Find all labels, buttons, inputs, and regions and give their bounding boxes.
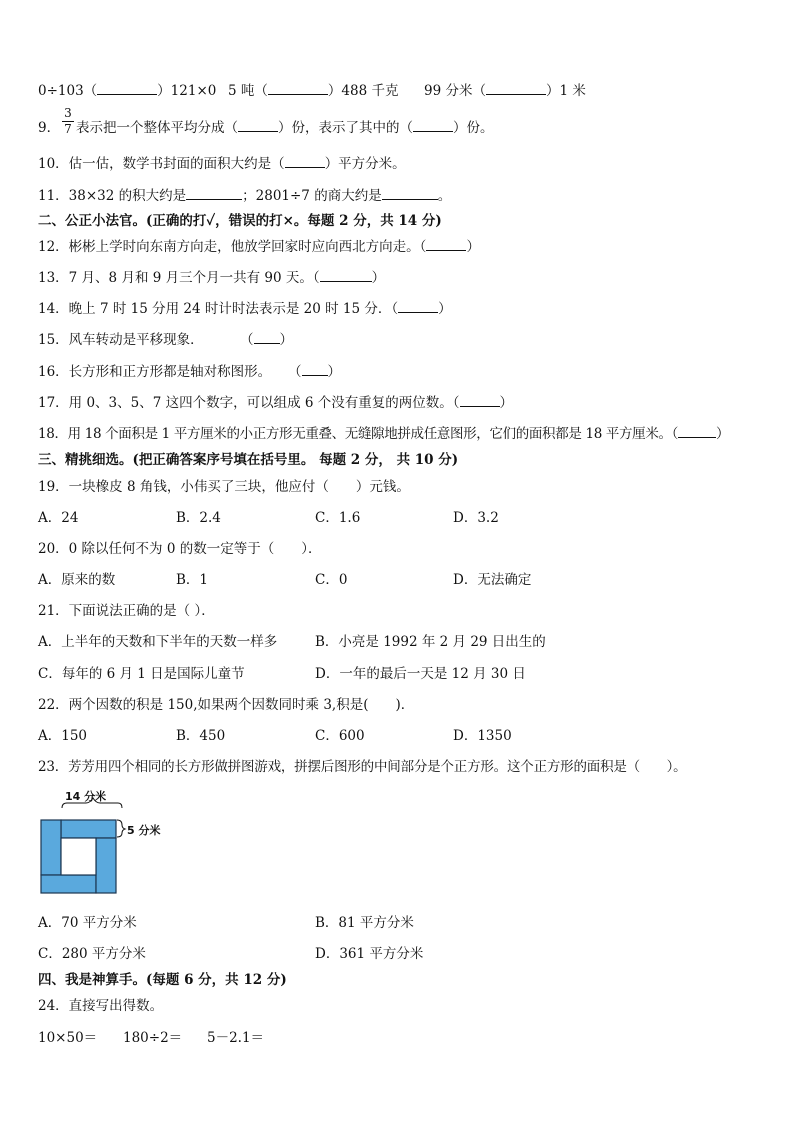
q15-text-c: ）	[279, 332, 293, 348]
q17-text-a: 17．用 0、3、5、7 这四个数字，可以组成 6 个没有重复的两位数。（	[38, 395, 460, 411]
q15-text-b: （	[240, 332, 254, 348]
option-c[interactable]: C．1.6	[315, 510, 361, 526]
option-c[interactable]: C．0	[315, 572, 348, 588]
q10-text-a: 10．估一估，数学书封面的面积大约是（	[38, 156, 285, 172]
option-b[interactable]: B．81 平方分米	[315, 915, 414, 931]
question-9	[38, 119, 60, 137]
answer-blank[interactable]	[678, 425, 716, 438]
question-16-bracket	[288, 363, 341, 381]
option-b[interactable]: B．小亮是 1992 年 2 月 29 日出生的	[315, 634, 546, 650]
option-c[interactable]: C．280 平方分米	[38, 946, 146, 962]
question-16	[38, 363, 271, 381]
rectangle-puzzle-figure	[38, 790, 178, 894]
answer-blank[interactable]	[460, 394, 500, 407]
q13-text-a: 13．7 月、8 月和 9 月三个月一共有 90 天。（	[38, 270, 320, 286]
option-a[interactable]: A．70 平方分米	[38, 915, 137, 931]
answer-blank[interactable]	[97, 82, 157, 95]
q16-text-c: ）	[327, 364, 341, 380]
q13-text-b: ）	[371, 270, 386, 286]
option-d[interactable]: D．一年的最后一天是 12 月 30 日	[315, 666, 526, 682]
answer-blank[interactable]	[426, 238, 466, 251]
section-2-title: 二、公正小法官。(正确的打✓，错误的打×。每题 2 分，共 14 分)	[38, 213, 442, 229]
option-b[interactable]: B．2.4	[176, 510, 221, 526]
option-d[interactable]: D．无法确定	[453, 572, 532, 588]
question-9-text	[76, 119, 494, 137]
answer-blank[interactable]	[486, 82, 546, 95]
question-15-bracket	[240, 331, 293, 349]
calc-item: 180÷2＝	[123, 1030, 183, 1046]
answer-blank[interactable]	[382, 187, 438, 200]
q11-text-a: 11．38×32 的积大约是	[38, 188, 187, 204]
option-d[interactable]: D．1350	[453, 728, 512, 744]
side-brace	[117, 820, 125, 837]
answer-blank[interactable]	[320, 269, 372, 282]
compare-c-left: 99 分米（	[424, 83, 486, 99]
answer-blank[interactable]	[285, 155, 325, 168]
q9-text-b: ）份，表示了其中的（	[278, 120, 413, 136]
fraction	[62, 107, 74, 136]
question-17	[38, 394, 513, 412]
question-14	[38, 300, 452, 318]
answer-blank[interactable]	[413, 119, 453, 132]
section-4-title: 四、我是神算手。(每题 6 分，共 12 分)	[38, 972, 287, 988]
top-length-label: 14 分米	[65, 790, 107, 803]
q9-text-a: 表示把一个整体平均分成（	[76, 120, 238, 136]
answer-blank[interactable]	[268, 82, 328, 95]
compare-b	[228, 82, 398, 100]
side-width-label: 5 分米	[127, 824, 161, 837]
rectangle-left	[41, 820, 61, 875]
compare-c	[424, 82, 586, 100]
q11-text-c: 。	[437, 188, 452, 204]
section-3-title: 三、精挑细选。(把正确答案序号填在括号里。 每题 2 分， 共 10 分)	[38, 452, 459, 468]
option-a[interactable]: A．24	[38, 510, 79, 526]
q18-text-b: ）	[716, 426, 730, 442]
q18-text-a: 18．用 18 个面积是 1 平方厘米的小正方形无重叠、无缝隙地拼成任意图形，它们的面积都是 18 平方厘米。（	[38, 426, 679, 442]
question-11	[38, 187, 451, 205]
option-a[interactable]: A．150	[38, 728, 88, 744]
calc-item: 5－2.1＝	[207, 1030, 265, 1046]
compare-c-right: ）1 米	[545, 83, 586, 99]
question-21-stem: 21．下面说法正确的是（ ）．	[38, 603, 215, 619]
q14-text-b: ）	[438, 301, 452, 317]
compare-a-right: ）121×0	[157, 83, 217, 99]
q17-text-b: ）	[499, 395, 514, 411]
option-d[interactable]: D．361 平方分米	[315, 946, 424, 962]
answer-blank[interactable]	[186, 187, 242, 200]
answer-blank[interactable]	[254, 331, 280, 344]
q14-text-a: 14．晚上 7 时 15 分用 24 时计时法表示是 20 时 15 分．（	[38, 301, 399, 317]
question-number: 9．	[38, 120, 61, 136]
q12-text-b: ）	[466, 239, 480, 255]
question-13	[38, 269, 385, 287]
rectangle-top	[61, 820, 116, 838]
q11-text-b: ；2801÷7 的商大约是	[242, 188, 382, 204]
question-19-stem: 19．一块橡皮 8 角钱，小伟买了三块，他应付（ ）元钱。	[38, 479, 410, 495]
q9-text-c: ）份。	[453, 120, 494, 136]
calc-item: 10×50＝	[38, 1030, 98, 1046]
question-18	[38, 425, 729, 443]
option-b[interactable]: B．450	[176, 728, 226, 744]
compare-line	[38, 82, 216, 100]
compare-b-right: ）488 千克	[327, 83, 399, 99]
rectangle-right	[96, 838, 116, 893]
q15-text-a: 15．风车转动是平移现象．	[38, 332, 204, 348]
question-23-stem: 23．芳芳用四个相同的长方形做拼图游戏，拼摆后图形的中间部分是个正方形。这个正方形的面积是（ ）。	[38, 759, 687, 775]
q10-text-b: ）平方分米。	[324, 156, 406, 172]
compare-a-left: 0÷103（	[38, 83, 98, 99]
rectangle-bottom	[41, 875, 96, 893]
answer-blank[interactable]	[238, 119, 278, 132]
option-c[interactable]: C．每年的 6 月 1 日是国际儿童节	[38, 666, 245, 682]
q12-text-a: 12．彬彬上学时向东南方向走，他放学回家时应向西北方向走。（	[38, 239, 427, 255]
option-c[interactable]: C．600	[315, 728, 365, 744]
fraction-numerator: 3	[64, 106, 72, 120]
center-square	[61, 838, 96, 875]
q16-text-a: 16．长方形和正方形都是轴对称图形。	[38, 364, 272, 380]
answer-blank[interactable]	[302, 363, 328, 376]
question-20-stem: 20．0 除以任何不为 0 的数一定等于（ ）．	[38, 541, 322, 557]
question-10	[38, 155, 406, 173]
question-15	[38, 331, 204, 349]
question-24-stem: 24．直接写出得数。	[38, 998, 164, 1014]
option-a[interactable]: A．原来的数	[38, 572, 116, 588]
compare-b-left: 5 吨（	[228, 83, 268, 99]
option-a[interactable]: A．上半年的天数和下半年的天数一样多	[38, 634, 278, 650]
q16-text-b: （	[288, 364, 302, 380]
option-b[interactable]: B．1	[176, 572, 209, 588]
question-12	[38, 238, 480, 256]
option-d[interactable]: D．3.2	[453, 510, 499, 526]
fraction-denominator: 7	[64, 122, 72, 136]
question-22-stem: 22．两个因数的积是 150,如果两个因数同时乘 3,积是( )．	[38, 697, 415, 713]
answer-blank[interactable]	[398, 300, 438, 313]
